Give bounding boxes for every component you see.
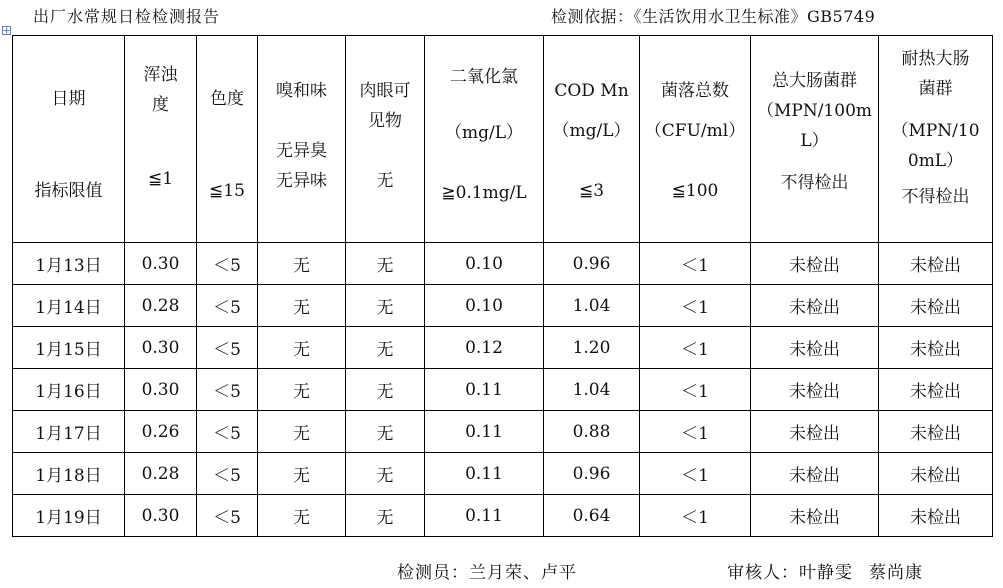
column-header-line: ≦15 <box>209 181 245 201</box>
value-cell: 1.04 <box>544 285 640 327</box>
column-header-line: 耐热大肠 <box>901 49 970 69</box>
value-cell: 无 <box>346 243 425 285</box>
table-row <box>13 327 993 369</box>
date-cell: 1月16日 <box>13 369 125 411</box>
value-cell: 0.11 <box>425 411 544 453</box>
move-handle-icon[interactable] <box>2 26 10 34</box>
table-row <box>13 411 993 453</box>
value-cell: 未检出 <box>879 369 993 411</box>
value-cell: ＜1 <box>640 243 751 285</box>
value-cell: 无 <box>346 453 425 495</box>
value-cell: 未检出 <box>751 243 879 285</box>
value-cell: 未检出 <box>751 411 879 453</box>
value-cell: 0.30 <box>125 327 197 369</box>
column-header-line: 菌落总数 <box>661 81 729 101</box>
value-cell: 无 <box>346 285 425 327</box>
column-header <box>640 36 751 243</box>
value-cell: ＜5 <box>197 327 258 369</box>
column-header-line: 浑浊 <box>143 65 178 85</box>
report-table <box>12 35 993 537</box>
value-cell: 1.20 <box>544 327 640 369</box>
column-header-line: 二氧化氯 <box>450 67 518 87</box>
column-header-line: （mg/L） <box>444 123 524 143</box>
column-header-line: 菌群 <box>918 79 953 99</box>
column-header-line: ≦3 <box>578 181 605 201</box>
value-cell: ＜5 <box>197 285 258 327</box>
table-row <box>13 495 993 537</box>
table-row <box>13 453 993 495</box>
value-cell: 未检出 <box>751 327 879 369</box>
value-cell: 未检出 <box>879 495 993 537</box>
header-row <box>13 36 993 243</box>
value-cell: 无 <box>258 495 346 537</box>
value-cell: 0.64 <box>544 495 640 537</box>
value-cell: 未检出 <box>751 495 879 537</box>
value-cell: 未检出 <box>751 369 879 411</box>
column-header-line: 无 <box>376 171 394 191</box>
date-cell: 1月17日 <box>13 411 125 453</box>
inspectors: 检测员：兰月荣、卢平 <box>397 563 577 583</box>
value-cell: 无 <box>258 285 346 327</box>
column-header-line: 见物 <box>368 111 402 131</box>
date-cell: 1月13日 <box>13 243 125 285</box>
value-cell: ＜1 <box>640 369 751 411</box>
column-header <box>879 36 993 243</box>
value-cell: 0.11 <box>425 369 544 411</box>
value-cell: 未检出 <box>879 411 993 453</box>
column-header-line: 肉眼可 <box>359 81 411 101</box>
report-title: 出厂水常规日检检测报告 <box>33 7 221 26</box>
value-cell: 0.96 <box>544 243 640 285</box>
date-cell: 1月14日 <box>13 285 125 327</box>
column-header <box>425 36 544 243</box>
value-cell: ＜5 <box>197 453 258 495</box>
value-cell: 无 <box>258 327 346 369</box>
value-cell: 无 <box>258 453 346 495</box>
column-header-line: （CFU/ml） <box>644 121 746 141</box>
value-cell: 0.26 <box>125 411 197 453</box>
value-cell: 0.30 <box>125 495 197 537</box>
value-cell: ＜5 <box>197 495 258 537</box>
value-cell: 0.30 <box>125 243 197 285</box>
date-cell: 1月18日 <box>13 453 125 495</box>
table-body <box>13 243 993 537</box>
column-header <box>544 36 640 243</box>
value-cell: 0.28 <box>125 285 197 327</box>
table-row <box>13 285 993 327</box>
column-header-line: ≧0.1mg/L <box>441 183 527 203</box>
column-header-line: 指标限值 <box>34 181 103 201</box>
column-header-line: 嗅和味 <box>276 81 327 101</box>
column-header-line: 日期 <box>51 89 86 109</box>
column-header-line: 色度 <box>210 89 244 109</box>
value-cell: 无 <box>346 369 425 411</box>
column-header-line: COD Mn <box>554 81 629 101</box>
value-cell: 无 <box>258 369 346 411</box>
value-cell: 0.10 <box>425 285 544 327</box>
value-cell: 0.88 <box>544 411 640 453</box>
value-cell: 未检出 <box>879 243 993 285</box>
value-cell: 0.12 <box>425 327 544 369</box>
value-cell: ＜1 <box>640 327 751 369</box>
value-cell: 无 <box>346 411 425 453</box>
value-cell: 无 <box>258 243 346 285</box>
value-cell: 0.30 <box>125 369 197 411</box>
value-cell: 1.04 <box>544 369 640 411</box>
column-header-line: 0mL） <box>907 151 964 171</box>
value-cell: ＜5 <box>197 369 258 411</box>
column-header-line: L） <box>800 131 829 151</box>
column-header <box>258 36 346 243</box>
value-cell: 无 <box>346 495 425 537</box>
value-cell: ＜5 <box>197 243 258 285</box>
value-cell: 未检出 <box>879 327 993 369</box>
column-header <box>751 36 879 243</box>
value-cell: ＜1 <box>640 495 751 537</box>
column-header-line: ≦1 <box>147 169 174 189</box>
date-cell: 1月15日 <box>13 327 125 369</box>
value-cell: 未检出 <box>879 285 993 327</box>
column-header-line: 度 <box>152 95 169 115</box>
value-cell: 0.96 <box>544 453 640 495</box>
value-cell: 0.28 <box>125 453 197 495</box>
value-cell: 0.10 <box>425 243 544 285</box>
column-header <box>125 36 197 243</box>
column-header-line: 不得检出 <box>780 173 849 193</box>
value-cell: ＜1 <box>640 285 751 327</box>
table-row <box>13 243 993 285</box>
value-cell: ＜1 <box>640 411 751 453</box>
value-cell: 未检出 <box>751 285 879 327</box>
reviewer-label: 审核人：叶静雯 <box>727 563 853 583</box>
column-header-line: 总大肠菌群 <box>772 71 857 91</box>
value-cell: 0.11 <box>425 495 544 537</box>
column-header-line: （MPN/100m <box>756 101 872 121</box>
value-cell: 无 <box>346 327 425 369</box>
value-cell: 无 <box>258 411 346 453</box>
column-header-line: ≦100 <box>671 181 719 201</box>
column-header-line: 不得检出 <box>901 187 970 207</box>
value-cell: 未检出 <box>751 453 879 495</box>
column-header <box>13 36 125 243</box>
column-header-line: （MPN/10 <box>891 121 980 141</box>
value-cell: ＜5 <box>197 411 258 453</box>
table-row <box>13 369 993 411</box>
reviewer-second: 蔡尚康 <box>869 563 923 583</box>
standard-basis: 检测依据：《生活饮用水卫生标准》GB5749 <box>551 7 876 26</box>
column-header <box>197 36 258 243</box>
column-header-line: 无异味 <box>276 171 327 191</box>
reviewers <box>727 558 923 583</box>
value-cell: 0.11 <box>425 453 544 495</box>
value-cell: 未检出 <box>879 453 993 495</box>
column-header <box>346 36 425 243</box>
value-cell: ＜1 <box>640 453 751 495</box>
column-header-line: （mg/L） <box>552 121 631 141</box>
column-header-line: 无异臭 <box>276 141 327 161</box>
date-cell: 1月19日 <box>13 495 125 537</box>
